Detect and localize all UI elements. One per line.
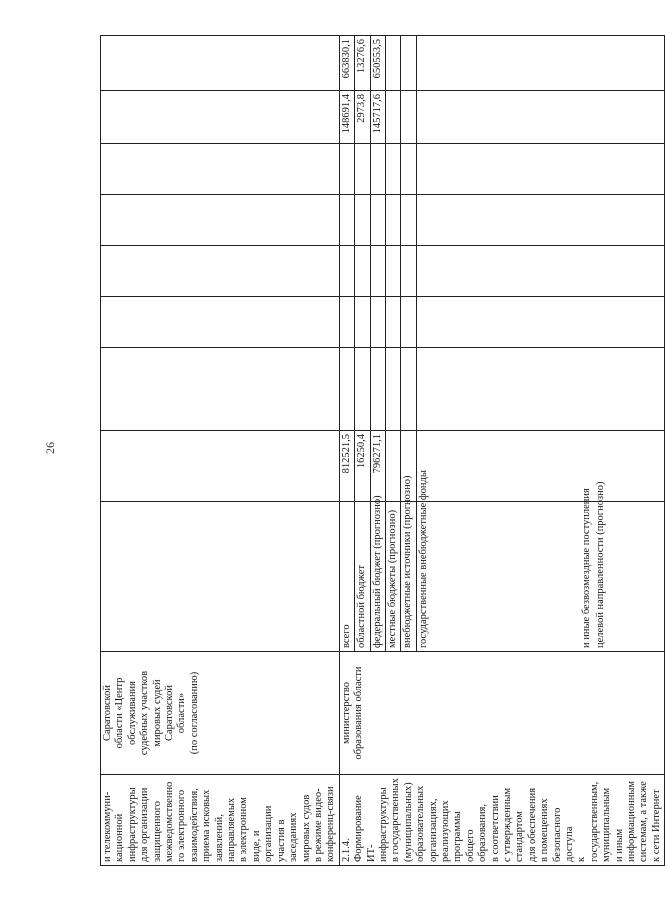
empty-cell (355, 195, 370, 246)
funding-source-cell: всего (339, 502, 354, 652)
empty-cell (339, 297, 354, 348)
empty-cell (339, 144, 354, 195)
empty-cell (385, 144, 400, 195)
funding-source-cell: федеральный бюджет (прогнозно) (370, 502, 385, 652)
year-value-cell: 148691,4 (339, 91, 354, 144)
empty-cell (401, 36, 416, 91)
funding-source-cell: государственные внебюджетные фонды (416, 502, 580, 652)
empty-cell (370, 195, 385, 246)
empty-cell (101, 431, 340, 502)
budget-table (100, 35, 665, 866)
empty-cell (385, 297, 400, 348)
empty-cell (370, 144, 385, 195)
empty-cell (101, 91, 340, 144)
empty-cell (401, 144, 416, 195)
empty-cell (385, 348, 400, 431)
empty-cell (101, 246, 340, 297)
empty-cell (339, 246, 354, 297)
empty-cell (401, 195, 416, 246)
funding-source-cell: и иные безвозмездные поступления (580, 502, 594, 652)
empty-cell (416, 431, 665, 502)
empty-cell (401, 91, 416, 144)
empty-cell (416, 246, 665, 297)
funding-source-cell: целевой направленности (прогнозно) (594, 502, 665, 652)
empty-cell (101, 502, 340, 652)
empty-cell (385, 246, 400, 297)
empty-cell (401, 297, 416, 348)
empty-cell (101, 195, 340, 246)
budget-table-rotated (100, 39, 662, 866)
total-value-cell: 796271,1 (370, 431, 385, 502)
table-row (339, 36, 354, 866)
empty-cell (385, 36, 400, 91)
total-value-cell: 16250,4 (355, 431, 370, 502)
funding-source-cell: местные бюджеты (прогнозно) (385, 502, 400, 652)
empty-cell (416, 195, 665, 246)
empty-cell (355, 297, 370, 348)
empty-cell (101, 348, 340, 431)
year-value-cell: 145717,6 (370, 91, 385, 144)
empty-cell (385, 195, 400, 246)
table-row (101, 36, 340, 866)
funding-source-cell: областной бюджет (355, 502, 370, 652)
empty-cell (416, 36, 665, 91)
year-value-cell: 13276,6 (355, 36, 370, 91)
empty-cell (370, 297, 385, 348)
empty-cell (416, 348, 665, 431)
empty-cell (355, 348, 370, 431)
empty-cell (101, 36, 340, 91)
funding-source-cell: внебюджетные источники (прогнозно) (401, 502, 416, 652)
year-value-cell: 2973,8 (355, 91, 370, 144)
empty-cell (416, 144, 665, 195)
total-value-cell: 812521,5 (339, 431, 354, 502)
page-number: 26 (43, 442, 57, 454)
empty-cell (339, 195, 354, 246)
item-description-cell: и телекоммуни- кационной инфраструктуры для организации защищенного межведомственно го электронного взаимодействия, приема исковых заявлений, направляемых в электронном виде, и организации участия в заседаниях мировых судов в режиме видео- конференц-связи (101, 775, 340, 866)
executor-cell: Саратовской области «Центр обслуживания судебных участков мировых судей Саратовской области» (по согласованию) (101, 652, 340, 775)
empty-cell (370, 348, 385, 431)
empty-cell (385, 431, 400, 502)
empty-cell (401, 348, 416, 431)
empty-cell (385, 91, 400, 144)
empty-cell (339, 348, 354, 431)
empty-cell (101, 144, 340, 195)
empty-cell (416, 91, 665, 144)
empty-cell (101, 297, 340, 348)
executor-cell: министерство образования области (339, 652, 665, 775)
item-description-cell: 2.1.4. Формирование ИТ-инфраструктуры в государственных (муниципальных) образовательных организациях, реализующих программы общего образования, в соответствии с утвержденным стандартом для обеспечения в помещениях безопасного доступа к государственным, муниципальным и иным информационным системам, а также к сети Интернет (339, 775, 665, 866)
empty-cell (355, 246, 370, 297)
empty-cell (401, 246, 416, 297)
empty-cell (370, 246, 385, 297)
empty-cell (355, 144, 370, 195)
empty-cell (416, 297, 665, 348)
year-value-cell: 663830,1 (339, 36, 354, 91)
year-value-cell: 650553,5 (370, 36, 385, 91)
